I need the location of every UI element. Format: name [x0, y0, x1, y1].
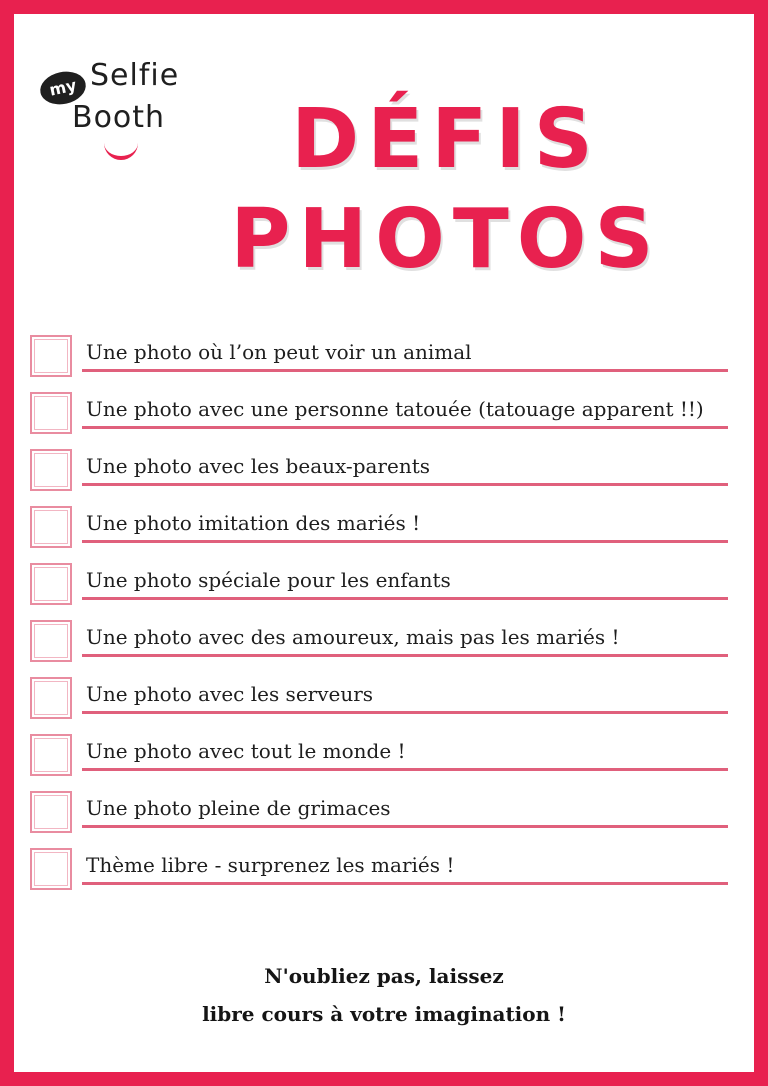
- underline: [82, 711, 728, 714]
- title-line-1: DÉFIS: [291, 92, 601, 187]
- logo-speech-bubble: my: [37, 68, 89, 109]
- list-item: [14, 788, 754, 845]
- list-item: [14, 845, 754, 902]
- title-line-2: PHOTOS: [230, 192, 662, 287]
- challenge-label: Une photo pleine de grimaces: [86, 796, 391, 820]
- checkbox[interactable]: [30, 791, 72, 833]
- checkbox[interactable]: [30, 335, 72, 377]
- list-item: [14, 617, 754, 674]
- logo-word-booth: Booth: [72, 100, 166, 135]
- checkbox[interactable]: [30, 620, 72, 662]
- challenge-label: Une photo imitation des mariés !: [86, 511, 421, 535]
- list-item: [14, 674, 754, 731]
- checkbox[interactable]: [30, 506, 72, 548]
- underline: [82, 426, 728, 429]
- challenge-label: Thème libre - surprenez les mariés !: [86, 853, 455, 877]
- underline: [82, 369, 728, 372]
- underline: [82, 768, 728, 771]
- list-item: [14, 389, 754, 446]
- underline: [82, 597, 728, 600]
- checkbox[interactable]: [30, 677, 72, 719]
- list-item: [14, 503, 754, 560]
- logo-word-selfie: Selfie: [90, 58, 180, 93]
- challenge-label: Une photo avec des amoureux, mais pas les mariés !: [86, 625, 620, 649]
- checkbox[interactable]: [30, 449, 72, 491]
- list-item: [14, 332, 754, 389]
- checkbox[interactable]: [30, 563, 72, 605]
- checkbox[interactable]: [30, 734, 72, 776]
- list-item: [14, 560, 754, 617]
- list-item: [14, 446, 754, 503]
- challenge-label: Une photo avec une personne tatouée (tatouage apparent !!): [86, 397, 704, 421]
- footer-line-1: N'oubliez pas, laissez: [264, 964, 504, 988]
- checkbox[interactable]: [30, 848, 72, 890]
- challenge-sheet: [14, 14, 754, 1072]
- challenge-label: Une photo avec les beaux-parents: [86, 454, 430, 478]
- challenge-label: Une photo où l’on peut voir un animal: [86, 340, 472, 364]
- list-item: [14, 731, 754, 788]
- challenge-label: Une photo spéciale pour les enfants: [86, 568, 451, 592]
- footer-line-2: libre cours à votre imagination !: [202, 1002, 566, 1026]
- underline: [82, 540, 728, 543]
- underline: [82, 483, 728, 486]
- underline: [82, 825, 728, 828]
- challenge-label: Une photo avec les serveurs: [86, 682, 374, 706]
- underline: [82, 654, 728, 657]
- challenge-label: Une photo avec tout le monde !: [86, 739, 406, 763]
- underline: [82, 882, 728, 885]
- checkbox[interactable]: [30, 392, 72, 434]
